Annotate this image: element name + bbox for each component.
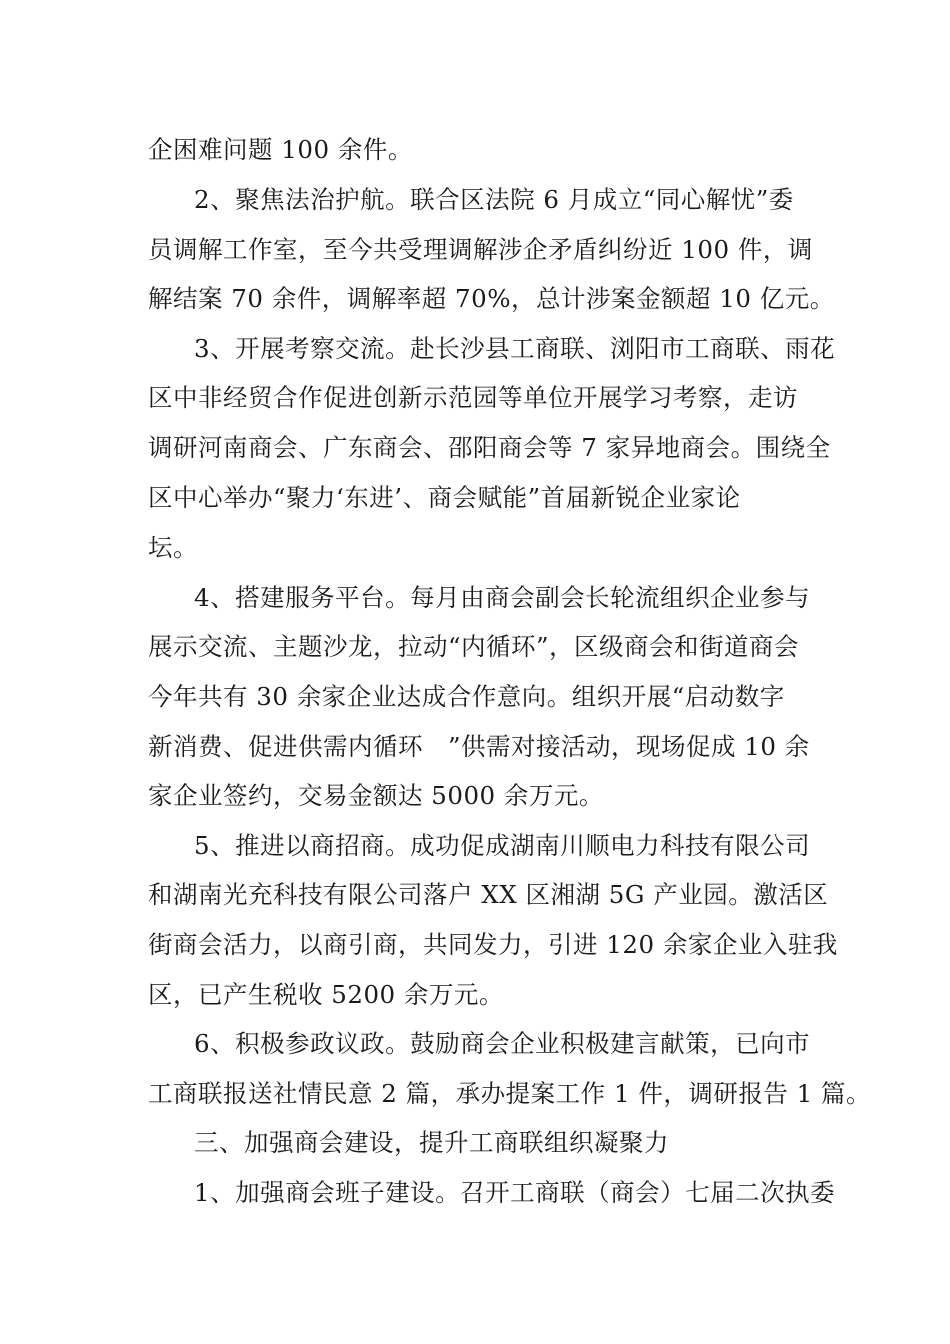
text-line: 3、开展考察交流。赴长沙县工商联、浏阳市工商联、雨花 — [194, 334, 836, 363]
text-line: 员调解工作室，至今共受理调解涉企矛盾纠纷近 100 件，调 — [148, 235, 813, 264]
text-line: 和湖南光充科技有限公司落户 XX 区湘湖 5G 产业园。激活区 — [148, 880, 829, 909]
text-line: 5、推进以商招商。成功促成湖南川顺电力科技有限公司 — [194, 831, 811, 860]
text-line: 4、搭建服务平台。每月由商会副会长轮流组织企业参与 — [194, 583, 811, 612]
text-line: 调研河南商会、广东商会、邵阳商会等 7 家异地商会。围绕全 — [148, 433, 831, 462]
text-line: 2、聚焦法治护航。联合区法院 6 月成立“同心解忧”委 — [194, 185, 794, 214]
text-line: 6、积极参政议政。鼓励商会企业积极建言献策，已向市 — [194, 1029, 811, 1058]
text-line: 区，已产生税收 5200 余万元。 — [148, 980, 504, 1009]
text-line: 展示交流、主题沙龙，拉动“内循环”，区级商会和街道商会 — [148, 632, 800, 661]
text-line: 坛。 — [148, 533, 198, 562]
text-line: 企困难问题 100 余件。 — [148, 135, 413, 164]
text-line: 工商联报送社情民意 2 篇，承办提案工作 1 件，调研报告 1 篇。 — [148, 1079, 871, 1108]
text-line: 区中非经贸合作促进创新示范园等单位开展学习考察，走访 — [148, 383, 798, 412]
section-heading: 三、加强商会建设，提升工商联组织凝聚力 — [194, 1128, 669, 1157]
text-line: 新消费、促进供需内循环 ”供需对接活动，现场促成 10 余 — [148, 732, 810, 761]
text-line: 家企业签约，交易金额达 5000 余万元。 — [148, 781, 604, 810]
text-line: 1、加强商会班子建设。召开工商联（商会）七届二次执委 — [194, 1178, 836, 1207]
text-line: 街商会活力，以商引商，共同发力，引进 120 余家企业入驻我 — [148, 930, 838, 959]
text-line: 区中心举办“聚力‘东进’、商会赋能”首届新锐企业家论 — [148, 483, 741, 512]
text-line: 解结案 70 余件，调解率超 70%，总计涉案金额超 10 亿元。 — [148, 284, 835, 313]
text-line: 今年共有 30 余家企业达成合作意向。组织开展“启动数字 — [148, 682, 785, 711]
